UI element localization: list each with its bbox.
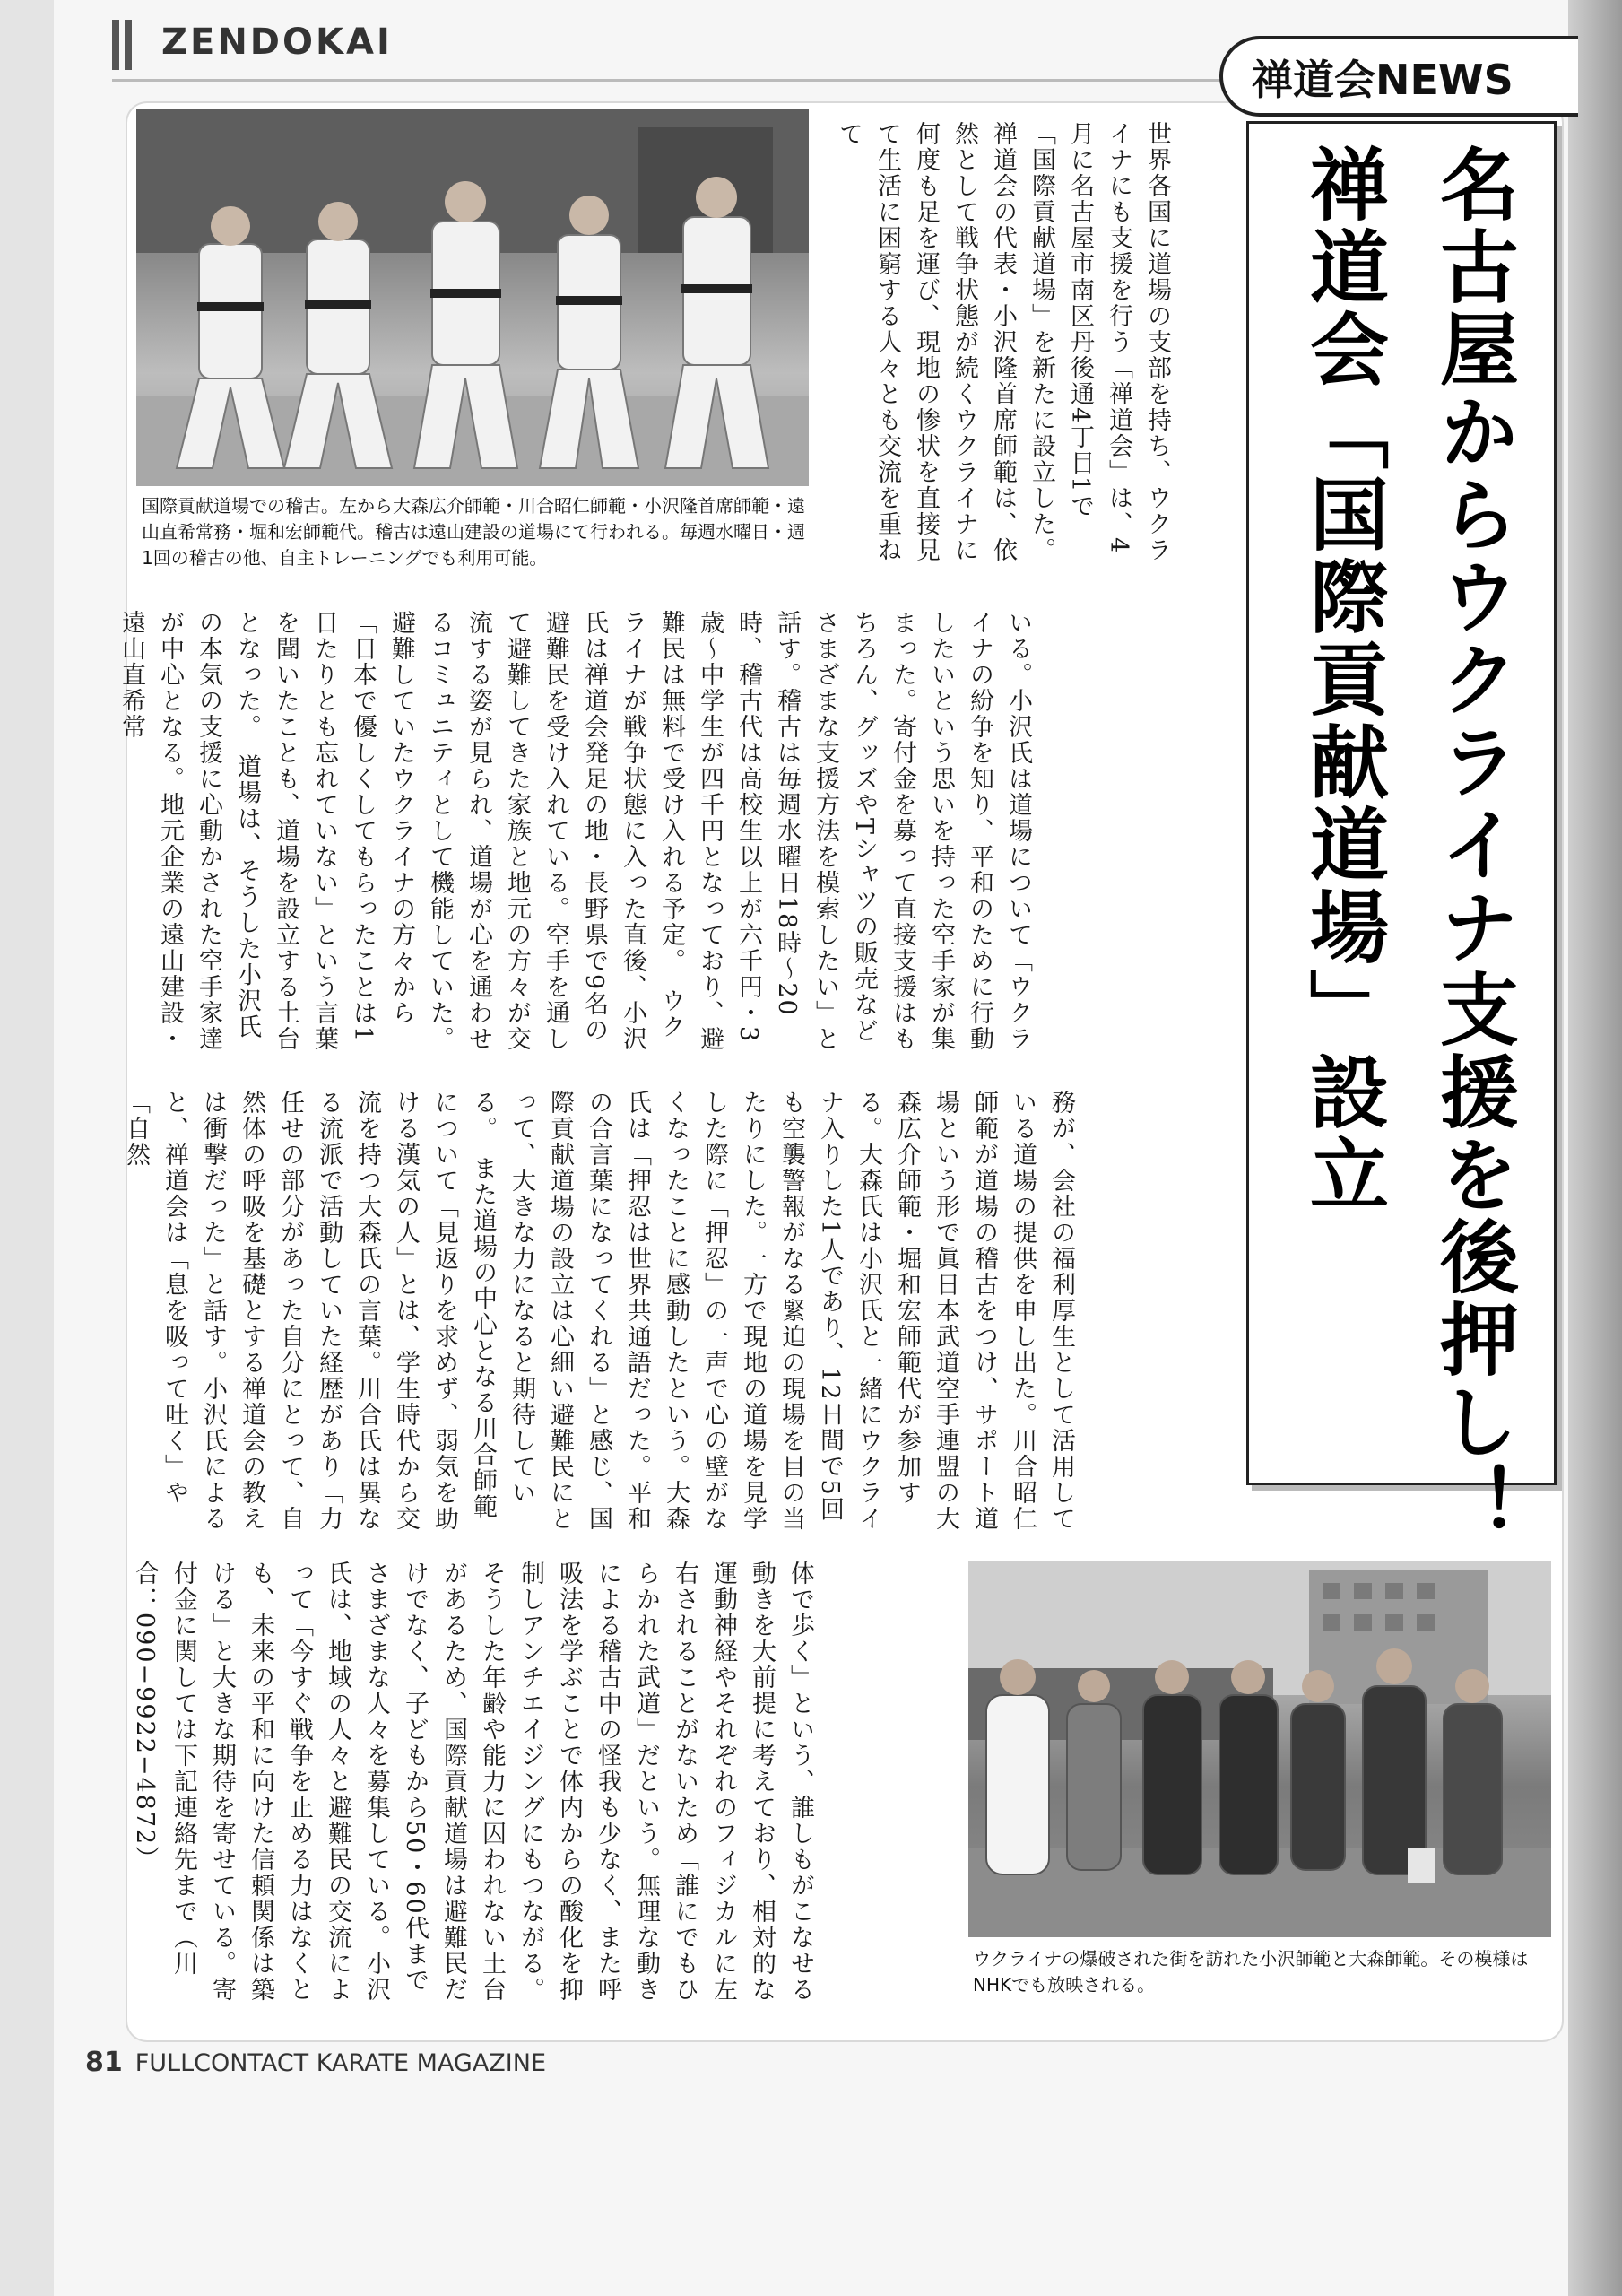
page-number: 81 xyxy=(85,2047,123,2078)
header-bars-decoration xyxy=(112,20,137,70)
headline-main: 名古屋からウクライナ支援を後押し！ xyxy=(1427,144,1520,1546)
photo2-caption: ウクライナの爆破された街を訪れた小沢師範と大森師範。その模様はNHKでも放映される。 xyxy=(973,1948,1529,1996)
page-footer xyxy=(85,2047,546,2078)
section-title: ZENDOKAI xyxy=(161,22,393,63)
article-block-3: 務が、会社の福利厚生として活用している道場の提供を申し出た。川合昭仁師範が道場の稽古をつけ、サポート道場という形で眞日本武道空手連盟の大森広介師範・堀和宏師範代が参加する。大森氏は小沢氏と一緒にウクライナ入りした1人であり、12日間で5回も空襲警報がなる緊迫の現場を目の当たりにした。一方で現地の道場を見学した際に「押忍」の一声で心の壁がなくなったことに感動したという。大森氏は「押忍は世界共通語だった。平和の合言葉になってくれる」と感じ、国際貢献道場の設立は心細い避難民にとって、大きな力になると期待している。 また道場の中心となる川合師範について「見返りを求めず、弱気を助ける漢気の人」とは、学生時代から交流を持つ大森氏の言葉。川合氏は異なる流派で活動していた経歴があり「力任せの部分があった自分にとって、自然体の呼吸を基礎とする禅道会の教えは衝撃だった」と話す。小沢氏によると、禅道会は「息を吸って吐く」や「自然 xyxy=(122,1090,1075,1532)
magazine-name: FULLCONTACT KARATE MAGAZINE xyxy=(134,2049,547,2077)
article-block-2: いる。小沢氏は道場について「ウクライナの紛争を知り、平和のために行動したいという思いを持った空手家が集まった。寄付金を募って直接支援はもちろん、グッズやTシャツの販売などさまざまな支援方法を模索したい」と話す。稽古は毎週水曜日18時〜20時、稽古代は高校生以上が六千円・3歳〜中学生が四千円となっており、避難民は無料で受け入れる予定。 ウクライナが戦争状態に入った直後、小沢氏は禅道会発足の地・長野県で9名の避難民を受け入れている。空手を通して避難してきた家族と地元の方々が交流する姿が見られ、道場が心を通わせるコミュニティとして機能していた。避難していたウクライナの方々から「日本で優しくしてもらったことは1日たりとも忘れていない」という言葉を聞いたことも、道場を設立する土台となった。 道場は、そうした小沢氏の本気の支援に心動かされた空手家達が中心となる。地元企業の遠山建設・遠山直希常 xyxy=(117,610,1032,1052)
dojo-training-photo xyxy=(136,109,809,486)
page-edge-shadow xyxy=(1568,0,1622,2296)
news-badge: 禅道会NEWS xyxy=(1219,36,1578,117)
photo1-caption: 国際貢献道場での稽古。左から大森広介師範・川合昭仁師範・小沢隆首席師範・遠山直希常務・堀和宏師範代。稽古は遠山建設の道場にて行われる。毎週水曜日・週1回の稽古の他、自主トレーニングでも利用可能。 xyxy=(142,495,805,569)
article-block-4: 体で歩く」という、誰しもがこなせる動きを大前提に考えており、相対的な運動神経やそれぞれのフィジカルに左右されることがないため「誰にでもひらかれた武道」だという。無理な動きによる稽古中の怪我も少なく、また呼吸法を学ぶことで体内からの酸化を抑制しアンチエイジングにもつながる。そうした年齢や能力に囚われない土台があるため、国際貢献道場は避難民だけでなく、子どもから50・60代までさまざまな人々を募集している。小沢氏は、地域の人々と避難民の交流によって「今すぐ戦争を止める力はなくとも、未来の平和に向けた信頼関係は築ける」と大きな期待を寄せている。寄付金に関しては下記連絡先まで（川合：090−9922−4872） xyxy=(131,1561,814,2003)
dojo-training-illustration xyxy=(136,109,809,486)
ukraine-visit-photo xyxy=(968,1561,1551,1937)
header-rule xyxy=(112,79,1233,82)
headline-sub: 禅道会「国際貢献道場」設立 xyxy=(1297,144,1390,1216)
ukraine-street-illustration xyxy=(968,1561,1551,1937)
article-block-1: 世界各国に道場の支部を持ち、ウクライナにも支援を行う「禅道会」は、4月に名古屋市南区丹後通4丁目1で「国際貢献道場」を新たに設立した。禅道会の代表・小沢隆首席師範は、依然として戦争状態が続くウクライナに何度も足を運び、現地の惨状を直接見て生活に困窮する人々とも交流を重ねて xyxy=(835,121,1171,563)
